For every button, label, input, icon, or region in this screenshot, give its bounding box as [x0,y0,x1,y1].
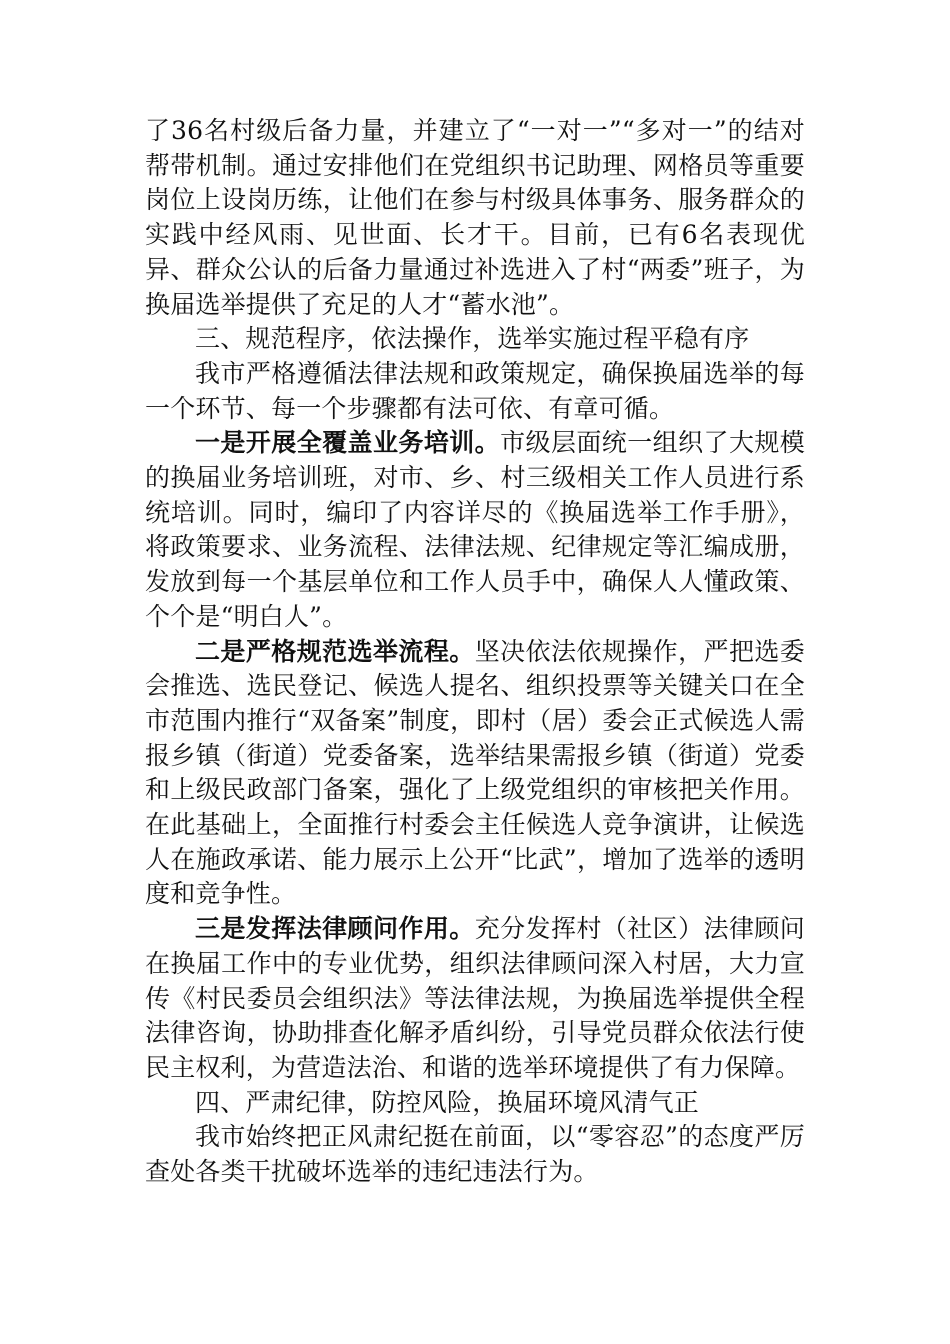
paragraph-lead-bold: 一是开展全覆盖业务培训。 [195,428,501,458]
heading-text: 三、规范程序，依法操作，选举实施过程平稳有序 [195,324,750,354]
paragraph-text: 我市始终把正风肃纪挺在前面，以“零容忍”的态度严厉查处各类干扰破坏选举的违纪违法行为。 [145,1122,805,1187]
paragraph-text: 我市严格遵循法律法规和政策规定，确保换届选举的每一个环节、每一个步骤都有法可依、有章可循。 [145,358,805,423]
paragraph-lead-bold: 三是发挥法律顾问作用。 [195,914,475,944]
paragraph-training [145,426,805,634]
paragraph-text: 坚决依法依规操作，严把选委会推选、选民登记、候选人提名、组织投票等关键关口在全市范围内推行“双备案”制度，即村（居）委会正式候选人需报乡镇（街道）党委备案，选举结果需报乡镇（街道）党委和上级民政部门备案，强化了上级党组织的审核把关作用。在此基础上，全面推行村委会主任候选人竞争演讲，让候选人在施政承诺、能力展示上公开“比武”，增加了选举的透明度和竞争性。 [145,636,805,909]
paragraph-section-three-intro [145,357,805,426]
paragraph-legal-advisor [145,912,805,1086]
section-heading-three [145,322,805,357]
paragraph-lead-bold: 二是严格规范选举流程。 [195,636,475,666]
paragraph-text: 充分发挥村（社区）法律顾问在换届工作中的专业优势，组织法律顾问深入村居，大力宣传《村民委员会组织法》等法律法规，为换届选举提供全程法律咨询，协助排查化解矛盾纠纷，引导党员群众依法行使民主权利，为营造法治、和谐的选举环境提供了有力保障。 [145,914,805,1082]
section-heading-four [145,1086,805,1121]
paragraph-section-four-intro [145,1120,805,1189]
paragraph-text: 了36名村级后备力量，并建立了“一对一”“多对一”的结对帮带机制。通过安排他们在党组织书记助理、网格员等重要岗位上设岗历练，让他们在参与村级具体事务、服务群众的实践中经风雨、见世面、长才干。目前，已有6名表现优异、群众公认的后备力量通过补选进入了村“两委”班子，为换届选举提供了充足的人才“蓄水池”。 [145,116,805,319]
heading-text: 四、严肃纪律，防控风险，换届环境风清气正 [195,1087,700,1117]
paragraph-text: 市级层面统一组织了大规模的换届业务培训班，对市、乡、村三级相关工作人员进行系统培训。同时，编印了内容详尽的《换届选举工作手册》，将政策要求、业务流程、法律法规、纪律规定等汇编成册，发放到每一个基层单位和工作人员手中，确保人人懂政策、个个是“明白人”。 [145,428,805,631]
paragraph-election-process [145,635,805,913]
paragraph-continued-reserve-force [145,114,805,322]
document-body [145,114,805,1190]
